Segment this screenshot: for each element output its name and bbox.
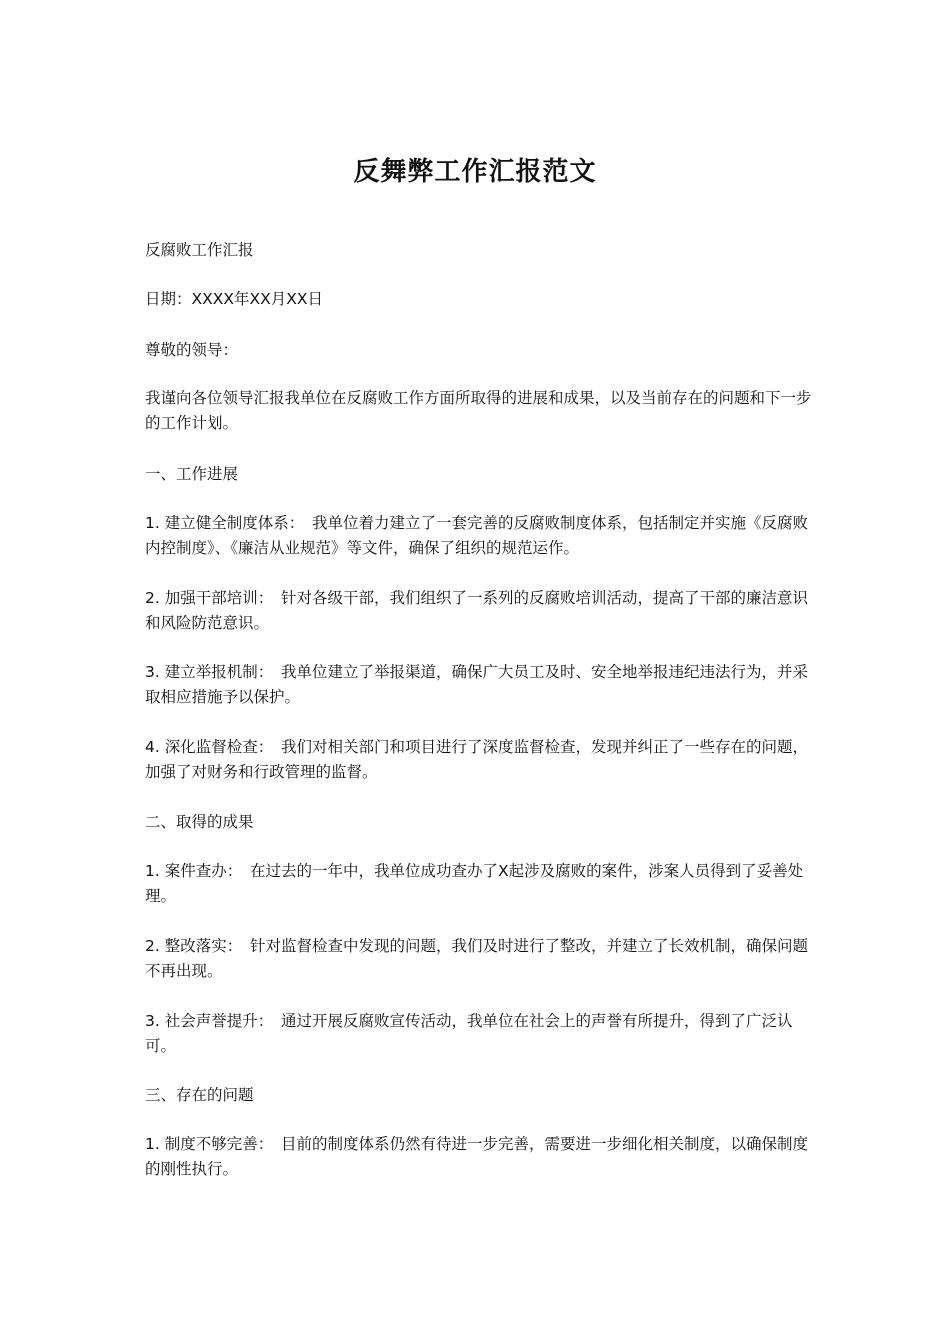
date-line: 日期：XXXX年XX月XX日 <box>145 290 323 308</box>
intro-paragraph: 我谨向各位领导汇报我单位在反腐败工作方面所取得的进展和成果，以及当前存在的问题和下一步的工作计划。 <box>145 389 812 432</box>
list-item: 4. 深化监督检查： 我们对相关部门和项目进行了深度监督检查，发现并纠正了一些存在的问题，加强了对财务和行政管理的监督。 <box>145 738 808 781</box>
list-item: 2. 加强干部培训： 针对各级干部，我们组织了一系列的反腐败培训活动，提高了干部的廉洁意识和风险防范意识。 <box>145 589 808 632</box>
section-heading-2: 二、取得的成果 <box>145 813 254 831</box>
list-item: 3. 建立举报机制： 我单位建立了举报渠道，确保广大员工及时、安全地举报违纪违法行为，并采取相应措施予以保护。 <box>145 663 808 706</box>
section-heading-3: 三、存在的问题 <box>145 1086 254 1104</box>
salutation: 尊敬的领导： <box>145 341 239 359</box>
report-heading: 反腐败工作汇报 <box>145 241 254 259</box>
list-item: 1. 建立健全制度体系： 我单位着力建立了一套完善的反腐败制度体系，包括制定并实施《反腐败内控制度》、《廉洁从业规范》等文件，确保了组织的规范运作。 <box>145 514 808 557</box>
list-item: 2. 整改落实： 针对监督检查中发现的问题，我们及时进行了整改，并建立了长效机制，确保问题不再出现。 <box>145 937 808 980</box>
list-item: 3. 社会声誉提升： 通过开展反腐败宣传活动，我单位在社会上的声誉有所提升，得到了广泛认可。 <box>145 1012 793 1055</box>
list-item: 1. 制度不够完善： 目前的制度体系仍然有待进一步完善，需要进一步细化相关制度，以确保制度的刚性执行。 <box>145 1135 808 1178</box>
list-item: 1. 案件查办： 在过去的一年中，我单位成功查办了X起涉及腐败的案件，涉案人员得到了妥善处理。 <box>145 862 804 905</box>
document-title: 反舞弊工作汇报范文 <box>353 157 597 187</box>
section-heading-1: 一、工作进展 <box>145 465 239 483</box>
